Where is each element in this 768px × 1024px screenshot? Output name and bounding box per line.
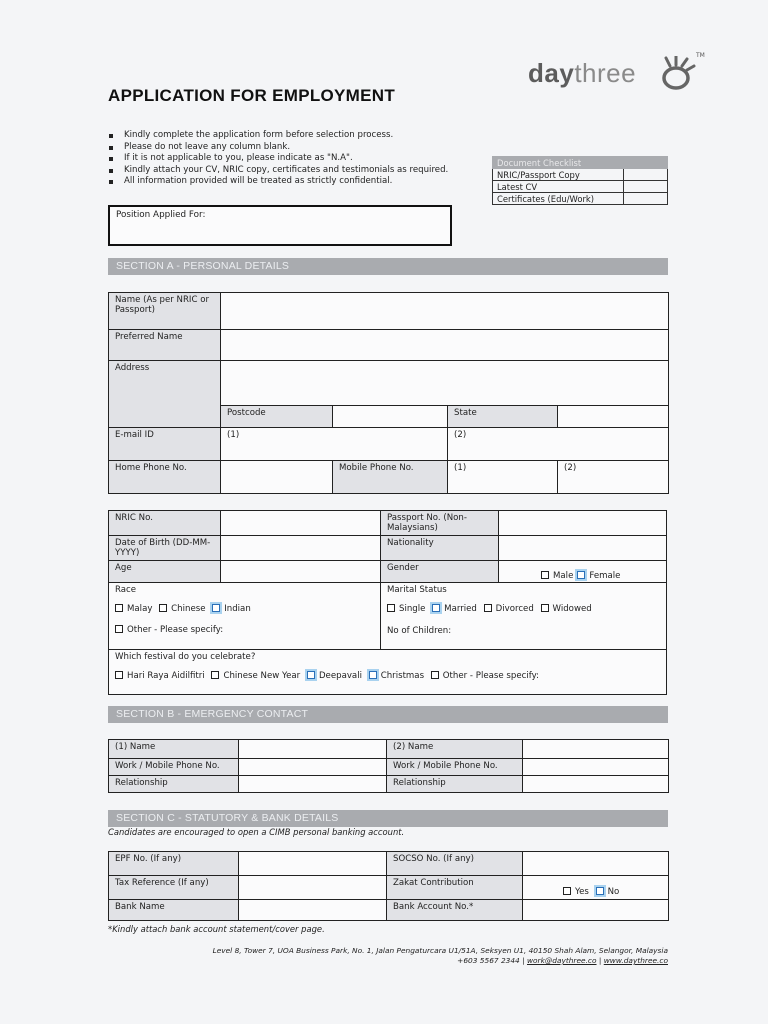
festival-question: Which festival do you celebrate? bbox=[115, 652, 256, 662]
section-a-header: SECTION A - PERSONAL DETAILS bbox=[108, 258, 668, 275]
address-label: Address bbox=[109, 361, 221, 428]
checkbox[interactable] bbox=[115, 671, 123, 679]
trademark: TM bbox=[696, 52, 705, 59]
marital-label: Marital Status bbox=[387, 585, 447, 595]
marital-married-option[interactable]: Married bbox=[432, 604, 477, 614]
nationality-label: Nationality bbox=[381, 536, 499, 561]
festival-deepavali-option[interactable]: Deepavali bbox=[307, 671, 362, 681]
contact1-name-field[interactable] bbox=[239, 740, 387, 759]
mobile-phone-field-1[interactable]: (1) bbox=[448, 461, 558, 494]
nric-label: NRIC No. bbox=[109, 511, 221, 536]
festival-other-option[interactable]: Other - Please specify: bbox=[431, 671, 539, 681]
contact1-phone-label: Work / Mobile Phone No. bbox=[109, 759, 239, 776]
position-label: Position Applied For: bbox=[116, 210, 206, 220]
checklist-item: Latest CV bbox=[493, 181, 624, 193]
instructions-list bbox=[108, 130, 488, 188]
postcode-field[interactable] bbox=[333, 406, 448, 428]
nric-field[interactable] bbox=[221, 511, 381, 536]
mobile-phone-field-2[interactable]: (2) bbox=[558, 461, 669, 494]
footer-email-link[interactable]: work@daythree.co bbox=[526, 956, 597, 965]
contact2-relationship-field[interactable] bbox=[523, 776, 669, 793]
dob-label: Date of Birth (DD-MM-YYYY) bbox=[109, 536, 221, 561]
zakat-label: Zakat Contribution bbox=[387, 876, 523, 900]
epf-field[interactable] bbox=[239, 852, 387, 876]
nationality-field[interactable] bbox=[499, 536, 667, 561]
footer-web-link[interactable]: www.daythree.co bbox=[603, 956, 668, 965]
bank-account-label: Bank Account No.* bbox=[387, 900, 523, 921]
preferred-name-field[interactable] bbox=[221, 330, 669, 361]
epf-label: EPF No. (If any) bbox=[109, 852, 239, 876]
mobile-phone-label: Mobile Phone No. bbox=[333, 461, 448, 494]
postcode-label: Postcode bbox=[221, 406, 333, 428]
contact2-relationship-label: Relationship bbox=[387, 776, 523, 793]
race-other-option[interactable]: Other - Please specify: bbox=[115, 625, 374, 635]
statutory-bank-table bbox=[108, 851, 669, 921]
instruction-item: Kindly complete the application form before selection process. bbox=[108, 130, 488, 142]
race-options bbox=[115, 604, 374, 614]
contact1-relationship-label: Relationship bbox=[109, 776, 239, 793]
instruction-item: Kindly attach your CV, NRIC copy, certificates and testimonials as required. bbox=[108, 165, 488, 177]
checklist-box[interactable] bbox=[624, 193, 668, 205]
email-label: E-mail ID bbox=[109, 428, 221, 461]
passport-label: Passport No. (Non- Malaysians) bbox=[381, 511, 499, 536]
checkbox[interactable] bbox=[212, 604, 220, 612]
socso-field[interactable] bbox=[523, 852, 669, 876]
checkbox[interactable] bbox=[211, 671, 219, 679]
contact1-relationship-field[interactable] bbox=[239, 776, 387, 793]
footer-phone: +603 5567 2344 bbox=[457, 956, 520, 965]
marital-single-option[interactable]: Single bbox=[387, 604, 425, 614]
bank-name-field[interactable] bbox=[239, 900, 387, 921]
checklist-box[interactable] bbox=[624, 169, 668, 181]
contact1-phone-field[interactable] bbox=[239, 759, 387, 776]
checkbox[interactable] bbox=[541, 571, 549, 579]
checkbox[interactable] bbox=[159, 604, 167, 612]
preferred-name-label: Preferred Name bbox=[109, 330, 221, 361]
marital-divorced-option[interactable]: Divorced bbox=[484, 604, 534, 614]
home-phone-field[interactable] bbox=[221, 461, 333, 494]
dob-field[interactable] bbox=[221, 536, 381, 561]
footer bbox=[213, 946, 668, 966]
passport-field[interactable] bbox=[499, 511, 667, 536]
contact2-name-field[interactable] bbox=[523, 740, 669, 759]
home-phone-label: Home Phone No. bbox=[109, 461, 221, 494]
state-label: State bbox=[448, 406, 558, 428]
socso-label: SOCSO No. (If any) bbox=[387, 852, 523, 876]
marital-cell bbox=[381, 583, 667, 650]
section-c-header: SECTION C - STATUTORY & BANK DETAILS bbox=[108, 810, 668, 827]
zakat-options bbox=[523, 876, 669, 900]
festival-cny-option[interactable]: Chinese New Year bbox=[211, 671, 300, 681]
gender-label: Gender bbox=[381, 561, 499, 583]
state-field[interactable] bbox=[558, 406, 669, 428]
checkbox[interactable] bbox=[115, 625, 123, 633]
gender-female-option[interactable]: Female bbox=[577, 571, 620, 581]
address-field[interactable] bbox=[221, 361, 669, 406]
emergency-contact-table bbox=[108, 739, 669, 793]
checkbox[interactable] bbox=[115, 604, 123, 612]
footer-address: Level 8, Tower 7, UOA Business Park, No. 1, Jalan Pengaturcara U1/51A, Seksyen U1, 40150 Shah Alam, Selangor, Malaysia bbox=[212, 946, 668, 955]
contact2-name-label: (2) Name bbox=[387, 740, 523, 759]
bank-account-field[interactable] bbox=[523, 900, 669, 921]
checkbox[interactable] bbox=[369, 671, 377, 679]
checklist-item: NRIC/Passport Copy bbox=[493, 169, 624, 181]
gender-options bbox=[499, 561, 667, 583]
checkbox[interactable] bbox=[541, 604, 549, 612]
zakat-no-option[interactable]: No bbox=[596, 887, 620, 897]
checkbox[interactable] bbox=[387, 604, 395, 612]
contact2-phone-label: Work / Mobile Phone No. bbox=[387, 759, 523, 776]
tax-label: Tax Reference (If any) bbox=[109, 876, 239, 900]
race-malay-option[interactable]: Malay bbox=[115, 604, 152, 614]
page-title: APPLICATION FOR EMPLOYMENT bbox=[108, 86, 396, 105]
personal-details-table bbox=[108, 292, 669, 494]
hand-wave-icon bbox=[656, 56, 696, 90]
footer-separator: | bbox=[522, 956, 525, 965]
instruction-item: All information provided will be treated as strictly confidential. bbox=[108, 176, 488, 188]
logo-wordmark: daythree bbox=[528, 58, 637, 88]
checkbox[interactable] bbox=[431, 671, 439, 679]
tax-field[interactable] bbox=[239, 876, 387, 900]
footer-separator: | bbox=[598, 956, 602, 965]
daythree-logo bbox=[528, 52, 708, 98]
email-field-1[interactable]: (1) bbox=[221, 428, 448, 461]
race-label: Race bbox=[115, 585, 137, 595]
checkbox[interactable] bbox=[577, 571, 585, 579]
checkbox[interactable] bbox=[484, 604, 492, 612]
name-field[interactable] bbox=[221, 293, 669, 330]
checkbox[interactable] bbox=[307, 671, 315, 679]
checkbox[interactable] bbox=[563, 887, 571, 895]
age-label: Age bbox=[109, 561, 221, 583]
contact2-phone-field[interactable] bbox=[523, 759, 669, 776]
document-checklist bbox=[492, 156, 668, 205]
festival-hari-raya-option[interactable]: Hari Raya Aidilfitri bbox=[115, 671, 205, 681]
checkbox[interactable] bbox=[596, 887, 604, 895]
checklist-title: Document Checklist bbox=[493, 157, 668, 169]
position-applied-field[interactable] bbox=[108, 205, 452, 246]
age-field[interactable] bbox=[221, 561, 381, 583]
email-field-2[interactable]: (2) bbox=[448, 428, 669, 461]
name-label: Name (As per NRIC or Passport) bbox=[109, 293, 221, 330]
bank-footnote: *Kindly attach bank account statement/cover page. bbox=[108, 924, 325, 934]
personal-info-table bbox=[108, 510, 667, 695]
checkbox[interactable] bbox=[432, 604, 440, 612]
checklist-item: Certificates (Edu/Work) bbox=[493, 193, 624, 205]
instruction-item: If it is not applicable to you, please indicate as "N.A". bbox=[108, 153, 488, 165]
race-indian-option[interactable]: Indian bbox=[212, 604, 251, 614]
contact1-name-label: (1) Name bbox=[109, 740, 239, 759]
race-cell bbox=[109, 583, 381, 650]
zakat-yes-option[interactable]: Yes bbox=[563, 887, 589, 897]
cimb-note: Candidates are encouraged to open a CIMB personal banking account. bbox=[108, 827, 405, 837]
festival-options bbox=[115, 671, 660, 681]
footer-contact bbox=[213, 956, 668, 966]
gender-male-option[interactable]: Male bbox=[541, 571, 573, 581]
instruction-item: Please do not leave any column blank. bbox=[108, 142, 488, 154]
marital-widowed-option[interactable]: Widowed bbox=[541, 604, 592, 614]
bank-name-label: Bank Name bbox=[109, 900, 239, 921]
festival-cell bbox=[109, 650, 667, 695]
children-label: No of Children: bbox=[387, 626, 452, 636]
festival-christmas-option[interactable]: Christmas bbox=[369, 671, 424, 681]
race-chinese-option[interactable]: Chinese bbox=[159, 604, 205, 614]
checklist-box[interactable] bbox=[624, 181, 668, 193]
section-b-header: SECTION B - EMERGENCY CONTACT bbox=[108, 706, 668, 723]
marital-options bbox=[387, 604, 660, 614]
